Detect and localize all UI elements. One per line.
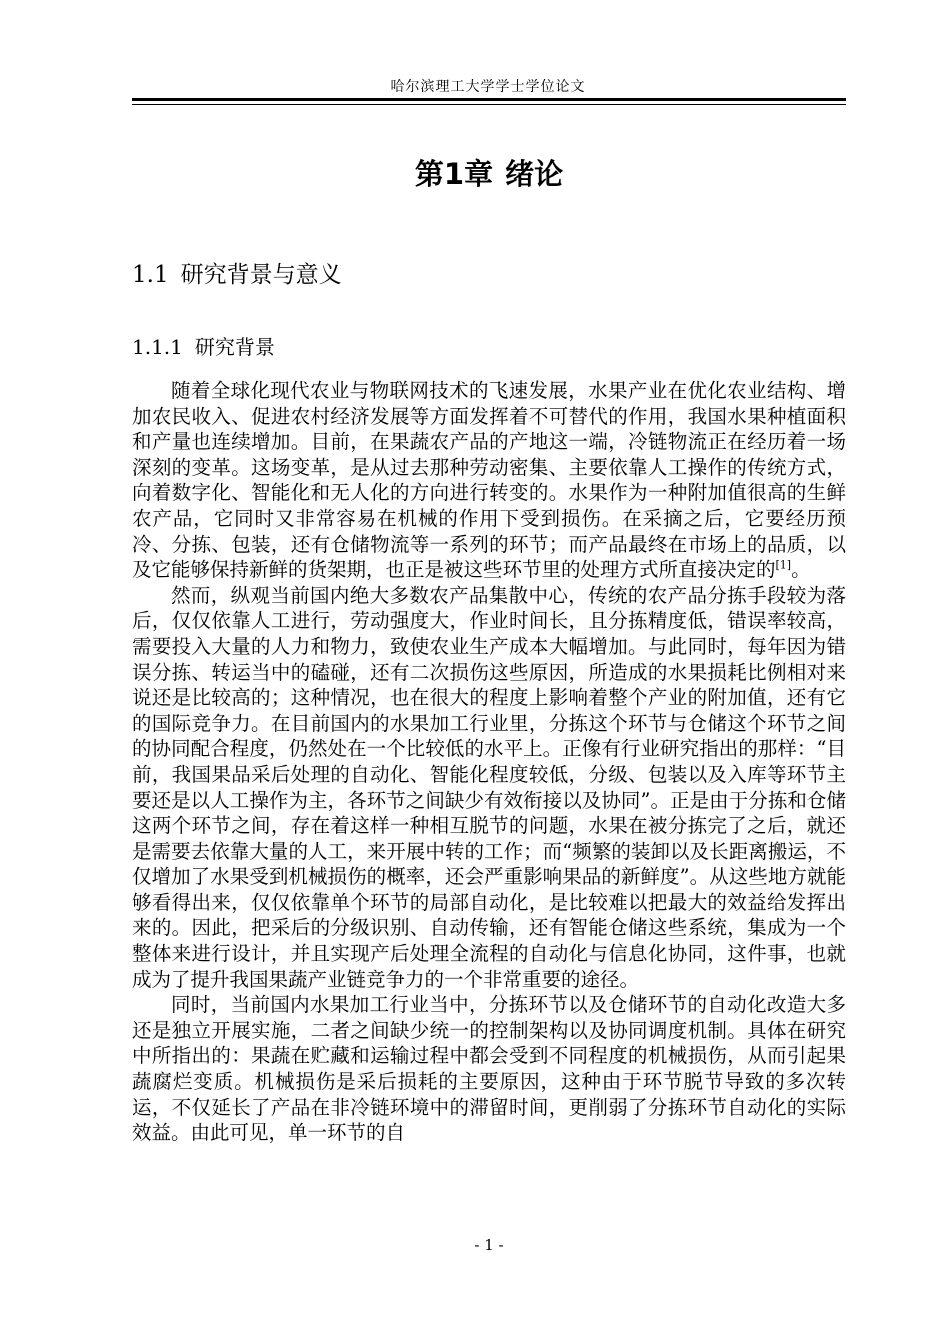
paragraph-1 — [132, 378, 846, 583]
header-rule-thin — [132, 104, 846, 105]
chapter-number: 第1章 — [414, 157, 494, 191]
page-number: - 1 - — [474, 1236, 504, 1254]
section-number: 1.1 — [132, 262, 169, 288]
citation-marker[interactable]: [1] — [775, 558, 792, 572]
subsection-title-text: 研究背景 — [194, 335, 275, 359]
section-heading — [132, 259, 342, 291]
paragraph-1-text: 随着全球化现代农业与物联网技术的飞速发展，水果产业在优化农业结构、增加农民收入、促进农村经济发展等方面发挥着不可替代的作用，我国水果种植面积和产量也连续增加。目前，在果蔬农产品的产地这一端，冷链物流正在经历着一场深刻的变革。这场变革，是从过去那种劳动密集、主要依靠人工操作的传统方式，向着数字化、智能化和无人化的方向进行转变的。水果作为一种附加值很高的生鲜农产品，它同时又非常容易在机械的作用下受到损伤。在采摘之后，它要经历预冷、分拣、包装，还有仓储物流等一系列的环节；而产品最终在市场上的品质，以及它能够保持新鲜的货架期，也正是被这些环节里的处理方式所直接决定的 — [132, 379, 846, 582]
body-text — [132, 378, 846, 1146]
paragraph-3: 同时，当前国内水果加工行业当中，分拣环节以及仓储环节的自动化改造大多还是独立开展实施，二者之间缺少统一的控制架构以及协同调度机制。具体在研究中所指出的：果蔬在贮藏和运输过程中都会受到不同程度的机械损伤，从而引起果蔬腐烂变质。机械损伤是采后损耗的主要原因，这种由于环节脱节导致的多次转运，不仅延长了产品在非冷链环境中的滞留时间，更削弱了分拣环节自动化的实际效益。由此可见，单一环节的自 — [132, 993, 846, 1145]
section-title-text: 研究背景与意义 — [180, 262, 342, 288]
header-rule-thick — [132, 98, 846, 101]
paragraph-2: 然而，纵观当前国内绝大多数农产品集散中心，传统的农产品分拣手段较为落后，仅仅依靠人工进行，劳动强度大，作业时间长，且分拣精度低，错误率较高，需要投入大量的人力和物力，致使农业生产成本大幅增加。与此同时，每年因为错误分拣、转运当中的磕碰，还有二次损伤这些原因，所造成的水果损耗比例相对来说还是比较高的；这种情况，也在很大的程度上影响着整个产业的附加值，还有它的国际竞争力。在目前国内的水果加工行业里，分拣这个环节与仓储这个环节之间的协同配合程度，仍然处在一个比较低的水平上。正像有行业研究指出的那样：“目前，我国果品采后处理的自动化、智能化程度较低，分级、包装以及入库等环节主要还是以人工操作为主，各环节之间缺少有效衔接以及协同”。正是由于分拣和仓储这两个环节之间，存在着这样一种相互脱节的问题，水果在被分拣完了之后，就还是需要去依靠大量的人工，来开展中转的工作；而“频繁的装卸以及长距离搬运，不仅增加了水果受到机械损伤的概率，还会严重影响果品的新鲜度”。从这些地方就能够看得出来，仅仅依靠单个环节的局部自动化，是比较难以把最大的效益给发挥出来的。因此，把采后的分级识别、自动传输，还有智能仓储这些系统，集成为一个整体来进行设计，并且实现产后处理全流程的自动化与信息化协同，这件事，也就成为了提升我国果蔬产业链竞争力的一个非常重要的途径。 — [132, 583, 846, 991]
subsection-number: 1.1.1 — [132, 335, 183, 359]
chapter-title — [132, 154, 846, 194]
running-header: 哈尔滨理工大学学士学位论文 — [390, 79, 586, 95]
chapter-title-text: 绪论 — [505, 157, 564, 191]
subsection-heading — [132, 333, 275, 361]
paragraph-1-tail: 。 — [791, 558, 811, 582]
